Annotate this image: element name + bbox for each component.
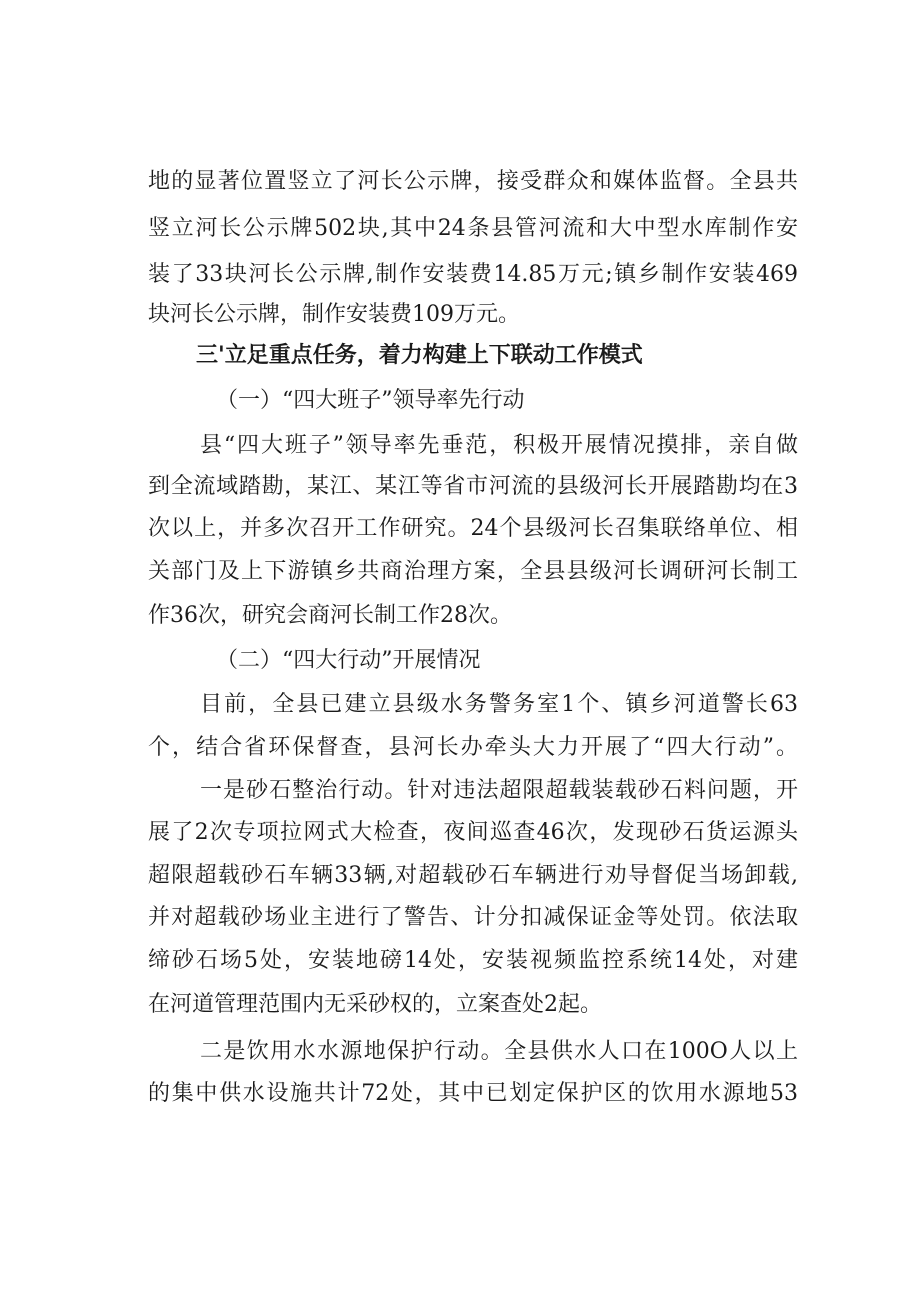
subsection-heading: （一）“四大班子”领导率先行动 [216, 388, 525, 413]
paragraph-line: 并对超载砂场业主进行了警告、计分扣减保证金等处罚。依法取 [148, 905, 798, 930]
paragraph-line: 装了33块河长公示牌,制作安装费14.85万元;镇乡制作安装469 [148, 262, 798, 287]
paragraph-line: 的集中供水设施共计72处，其中已划定保护区的饮用水源地53 [148, 1081, 798, 1106]
paragraph-line: 关部门及上下游镇乡共商治理方案，全县县级河长调研河长制工 [148, 559, 798, 584]
paragraph-line: 次以上，并多次召开工作研究。24个县级河长召集联络单位、相 [148, 516, 798, 541]
paragraph-line: 在河道管理范围内无采砂权的，立案查处2起。 [148, 992, 602, 1017]
paragraph-line: 县“四大班子”领导率先垂范，积极开展情况摸排，亲自做 [200, 433, 798, 458]
paragraph-line: 作36次，研究会商河长制工作28次。 [148, 603, 512, 628]
paragraph-line: 竖立河长公示牌502块,其中24条县管河流和大中型水库制作安 [148, 216, 798, 241]
paragraph-line: 个，结合省环保督查，县河长办牵头大力开展了“四大行动”。 [148, 735, 798, 760]
section-heading: 三'立足重点任务，着力构建上下联动工作模式 [196, 343, 643, 368]
paragraph-line: 块河长公示牌，制作安装费109万元。 [148, 302, 520, 327]
paragraph-line: 地的显著位置竖立了河长公示牌，接受群众和媒体监督。全县共 [148, 169, 798, 194]
subsection-heading: （二）“四大行动”开展情况 [216, 648, 481, 673]
paragraph-line: 超限超载砂石车辆33辆,对超载砂石车辆进行劝导督促当场卸载, [148, 863, 798, 888]
paragraph-line: 二是饮用水水源地保护行动。全县供水人口在100O人以上 [200, 1039, 798, 1064]
paragraph-line: 到全流域踏勘，某江、某江等省市河流的县级河长开展踏勘均在3 [148, 474, 798, 499]
paragraph-line: 展了2次专项拉网式大检查，夜间巡查46次，发现砂石货运源头 [148, 820, 798, 845]
paragraph-line: 目前，全县已建立县级水务警务室1个、镇乡河道警长63 [200, 692, 798, 717]
paragraph-line: 一是砂石整治行动。针对违法超限超载装载砂石料问题，开 [200, 778, 798, 803]
paragraph-line: 缔砂石场5处，安装地磅14处，安装视频监控系统14处，对建 [148, 948, 798, 973]
